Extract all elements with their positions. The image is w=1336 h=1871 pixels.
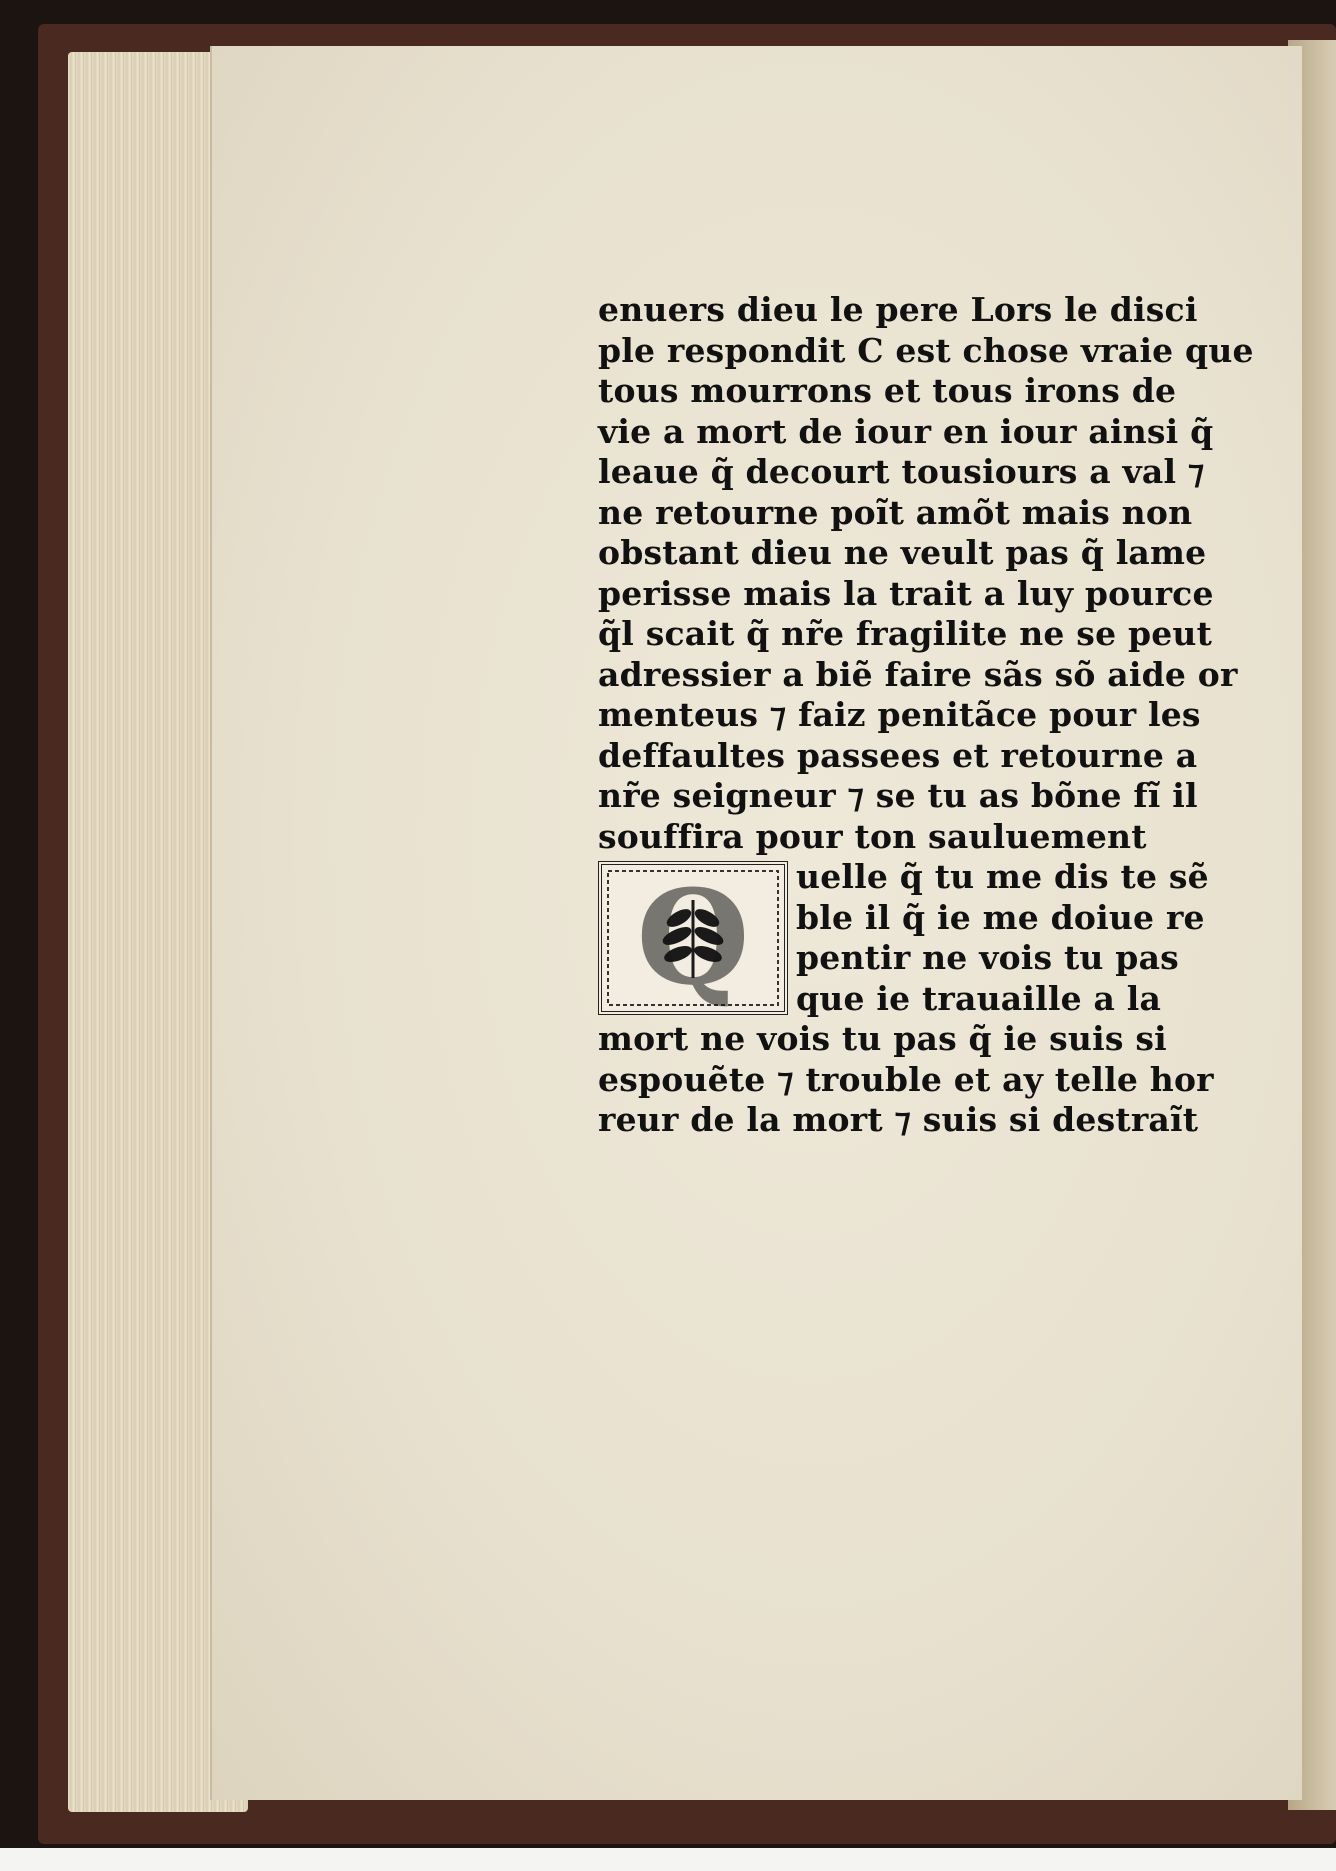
text-line: ble il q̃ ie me doiue re bbox=[796, 897, 1205, 937]
text-line: uelle q̃ tu me dis te sẽ bbox=[796, 857, 1209, 896]
initial-paragraph bbox=[598, 857, 1209, 1019]
text-line: ne retourne poĩt amõt mais non bbox=[598, 492, 1193, 532]
text-line: perisse mais la trait a luy pource bbox=[598, 573, 1214, 613]
scan-bottom-strip bbox=[0, 1848, 1336, 1871]
text-line: que ie trauaille a la bbox=[796, 978, 1162, 1018]
initial-letter: Q bbox=[636, 861, 750, 1014]
initial-lines bbox=[796, 857, 1209, 1019]
text-line: souffira pour ton sauluement bbox=[598, 816, 1147, 856]
text-line: vie a mort de iour en iour ainsi q̃ bbox=[598, 411, 1214, 451]
text-line: reur de la mort ⁊ suis si destraĩt bbox=[598, 1100, 1199, 1139]
text-line: nr̃e seigneur ⁊ se tu as bõne fĩ il bbox=[598, 776, 1198, 815]
text-line: ple respondit C est chose vraie que bbox=[598, 330, 1254, 370]
text-line: deffaultes passees et retourne a bbox=[598, 735, 1198, 775]
text-line: leaue q̃ decourt tousiours a val ⁊ bbox=[598, 452, 1205, 491]
text-line: espouẽte ⁊ trouble et ay telle hor bbox=[598, 1059, 1214, 1099]
text-line: q̃l scait q̃ nr̃e fragilite ne se peut bbox=[598, 614, 1213, 653]
decorated-initial bbox=[598, 861, 788, 1015]
text-line: adressier a biẽ faire sãs sõ aide or bbox=[598, 654, 1238, 694]
text-line: tous mourrons et tous irons de bbox=[598, 371, 1177, 410]
text-line: enuers dieu le pere Lors le disci bbox=[598, 290, 1198, 329]
text-line: obstant dieu ne veult pas q̃ lame bbox=[598, 533, 1207, 572]
text-line: pentir ne vois tu pas bbox=[796, 938, 1179, 977]
text-block bbox=[598, 290, 1254, 1141]
text-line: mort ne vois tu pas q̃ ie suis si bbox=[598, 1019, 1167, 1058]
text-line: menteus ⁊ faiz penitãce pour les bbox=[598, 695, 1201, 734]
